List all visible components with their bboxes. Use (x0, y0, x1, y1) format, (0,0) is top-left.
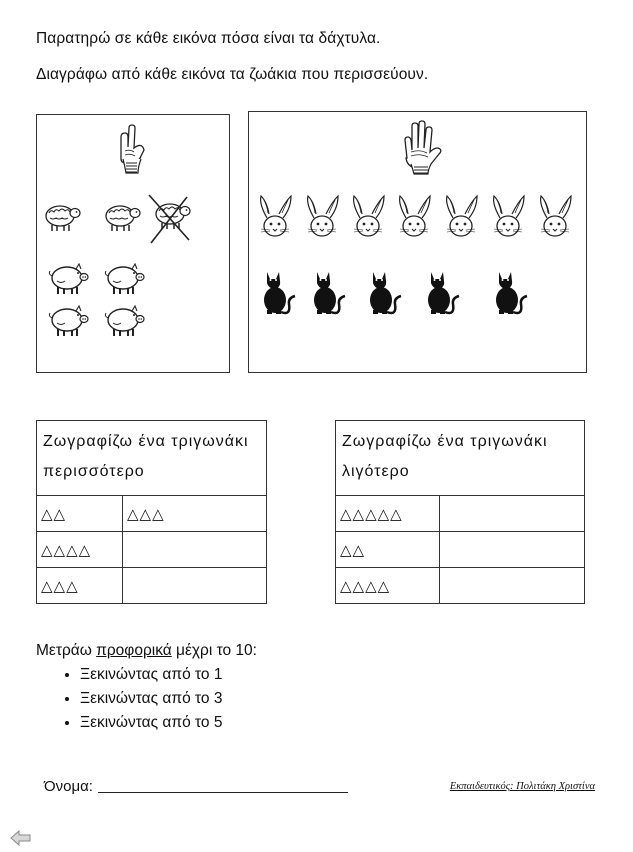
back-arrow-icon[interactable] (10, 830, 32, 846)
list-item: • Ξεκινώντας από το 3 (80, 687, 222, 711)
counting-title-underlined: προφορικά (96, 642, 172, 659)
pig-icon (105, 306, 144, 336)
sheep-crossed-out (149, 195, 190, 243)
cat-icon (314, 272, 345, 314)
answer-cell[interactable] (123, 568, 267, 604)
table-header-line-2: περισσότερο (43, 463, 145, 480)
instruction-line-2: Διαγράφω από κάθε εικόνα τα ζωάκια που περισσεύουν. (36, 66, 429, 83)
table-header-line-1: Ζωγραφίζω ένα τριγωνάκι (342, 433, 548, 450)
table-one-more-header (37, 421, 267, 496)
picture-left-drawing (37, 115, 229, 372)
table-one-less-header (336, 421, 585, 496)
picture-right-drawing (249, 112, 586, 372)
given-triangles-cell: △△ (37, 496, 123, 532)
rabbit-icon (541, 196, 571, 236)
picture-box-left (36, 114, 230, 373)
given-triangles-cell: △△△△△ (336, 496, 440, 532)
cat-icon (496, 272, 527, 314)
table-header-line-2: λιγότερο (342, 463, 410, 480)
given-triangles-cell: △△ (336, 532, 440, 568)
given-triangles-cell: △△△ (37, 568, 123, 604)
cat-icon (428, 272, 459, 314)
rabbit-icon (261, 196, 291, 236)
rabbit-icon (494, 196, 524, 236)
pig-icon (105, 264, 144, 294)
picture-box-right (248, 111, 587, 373)
list-item: • Ξεκινώντας από το 1 (80, 663, 222, 687)
name-field[interactable] (98, 792, 348, 793)
sheep-icon (46, 206, 80, 231)
rabbit-icon (447, 196, 477, 236)
rabbit-icon (308, 196, 338, 236)
answer-cell[interactable] (123, 532, 267, 568)
pig-icon (49, 264, 88, 294)
hand-five-fingers-icon (405, 121, 441, 174)
answer-cell[interactable] (440, 496, 585, 532)
counting-list (60, 663, 222, 735)
rabbit-icon (354, 196, 384, 236)
teacher-credit: Εκπαιδευτικός: Πολιτάκη Χριστίνα (449, 781, 595, 792)
hand-two-fingers-icon (121, 125, 144, 173)
answer-cell[interactable] (440, 532, 585, 568)
counting-title (36, 642, 257, 660)
instruction-line-1: Παρατηρώ σε κάθε εικόνα πόσα είναι τα δάχτυλα. (36, 30, 381, 47)
pig-icon (49, 306, 88, 336)
name-label: Όνομα: (44, 778, 93, 795)
table-one-less (335, 420, 585, 604)
given-triangles-cell: △△△△ (37, 532, 123, 568)
answer-cell[interactable] (440, 568, 585, 604)
counting-title-post: μέχρι το 10: (171, 642, 257, 659)
table-header-line-1: Ζωγραφίζω ένα τριγωνάκι (43, 433, 249, 450)
answer-cell[interactable]: △△△ (123, 496, 267, 532)
rabbit-icon (400, 196, 430, 236)
given-triangles-cell: △△△△ (336, 568, 440, 604)
table-one-more (36, 420, 267, 604)
counting-title-pre: Μετράω (36, 642, 97, 659)
sheep-icon (106, 206, 140, 231)
list-item: • Ξεκινώντας από το 5 (80, 711, 222, 735)
cat-icon (370, 272, 401, 314)
cat-icon (264, 272, 295, 314)
